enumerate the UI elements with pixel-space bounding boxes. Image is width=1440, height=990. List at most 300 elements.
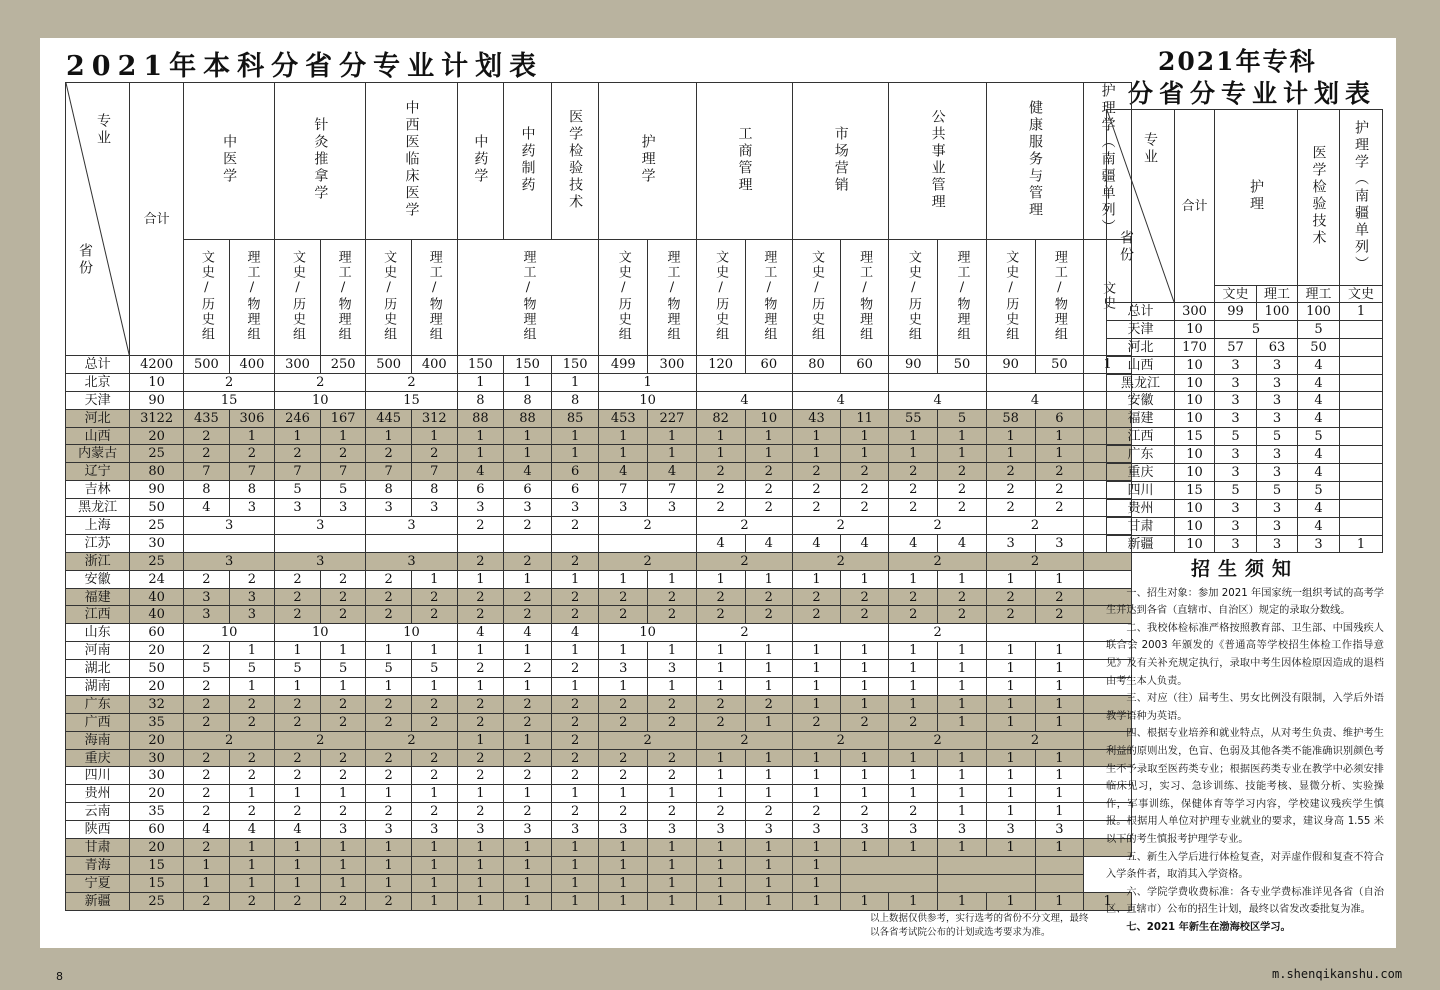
value-cell [366,534,457,552]
value-cell: 2 [648,695,697,713]
value-cell: 3 [1215,499,1257,517]
value-cell: 1 [411,570,457,588]
province-cell: 青海 [66,856,130,874]
value-cell: 3 [648,660,697,678]
value-cell: 1 [889,749,938,767]
value-cell: 2 [745,588,793,606]
table-row [66,606,1132,624]
value-cell: 5 [1298,320,1340,338]
value-cell: 3 [184,588,230,606]
value-cell: 2 [696,713,745,731]
corner-top-label: 专业 [95,113,111,147]
value-cell: 10 [1175,356,1215,374]
value-cell: 2 [504,803,552,821]
major-name: 中医学 [221,134,238,185]
value-cell: 1 [366,678,412,696]
value-cell: 2 [938,463,987,481]
notice-item: 五、新生入学后进行体检复查，对弄虚作假和复查不符合入学条件者，取消其入学资格。 [1106,851,1384,881]
table-row [66,785,1132,803]
value-cell: 2 [229,892,275,910]
table-row [1107,499,1383,517]
value-cell: 2 [1035,588,1084,606]
value-cell: 1 [745,856,793,874]
subgroup-label: 文史/历史组 [905,250,921,342]
value-cell: 1 [457,731,504,749]
province-cell: 上海 [66,517,130,535]
province-cell: 黑龙江 [1107,374,1175,392]
value-cell: 2 [696,606,745,624]
data-footnote: 以上数据仅供参考，实行选考的省份不分文理，最终以各省考试院公布的计划或选考要求为准。 [870,913,1089,938]
subgroup-label: 理工/物理组 [520,250,536,342]
value-cell: 50 [130,660,184,678]
value-cell: 2 [793,463,841,481]
table-row [66,624,1132,642]
corner-bottom-label: 省份 [1118,230,1134,264]
value-cell [1340,446,1383,464]
value-cell: 20 [130,785,184,803]
value-cell: 2 [184,570,230,588]
value-cell: 1 [1035,427,1084,445]
value-cell: 1 [840,642,889,660]
value-cell: 2 [840,481,889,499]
value-cell: 25 [130,445,184,463]
value-cell: 1 [648,856,697,874]
value-cell: 2 [184,445,230,463]
value-cell: 2 [184,427,230,445]
value-cell: 1 [504,445,552,463]
value-cell: 1 [599,874,648,892]
value-cell: 60 [840,356,889,374]
value-cell: 5 [1215,320,1298,338]
value-cell: 5 [320,660,366,678]
value-cell: 4 [184,821,230,839]
subgroup-header [696,240,745,356]
subgroup-header [938,240,987,356]
value-cell: 2 [229,713,275,731]
value-cell: 1 [366,874,412,892]
value-cell: 2 [504,552,552,570]
value-cell: 300 [275,356,321,374]
value-cell: 2 [696,552,792,570]
value-cell: 8 [457,391,504,409]
province-cell: 山东 [66,624,130,642]
subgroup-header [745,240,793,356]
value-cell: 1 [840,749,889,767]
value-cell: 1 [504,373,552,391]
value-cell: 2 [889,713,938,731]
value-cell: 2 [696,517,792,535]
value-cell: 1 [366,642,412,660]
value-cell: 1 [840,678,889,696]
value-cell: 1 [411,678,457,696]
value-cell: 1 [551,445,599,463]
province-cell: 天津 [66,391,130,409]
value-cell: 2 [793,713,841,731]
value-cell: 8 [504,391,552,409]
value-cell: 1 [889,570,938,588]
value-cell: 2 [320,570,366,588]
value-cell: 400 [411,356,457,374]
value-cell: 1 [504,892,552,910]
subgroup-header [793,240,841,356]
value-cell: 3 [1257,446,1298,464]
value-cell: 3 [275,499,321,517]
value-cell: 4 [551,624,599,642]
value-cell: 63 [1257,338,1298,356]
value-cell: 1 [275,427,321,445]
table-row [1107,481,1383,499]
value-cell: 80 [793,356,841,374]
value-cell [986,373,1083,391]
value-cell: 1 [889,839,938,857]
value-cell: 4 [986,391,1083,409]
value-cell: 4 [1298,410,1340,428]
value-cell: 2 [366,570,412,588]
table-row [66,695,1132,713]
value-cell [1340,517,1383,535]
value-cell: 1 [986,767,1035,785]
value-cell: 1 [320,678,366,696]
value-cell: 1 [793,445,841,463]
value-cell: 2 [745,481,793,499]
value-cell: 58 [986,409,1035,427]
notice-item: 七、2021 年新生在渤海校区学习。 [1126,921,1291,933]
value-cell: 2 [184,892,230,910]
value-cell: 2 [366,892,412,910]
value-cell: 2 [551,695,599,713]
value-cell: 2 [1035,606,1084,624]
value-cell: 2 [184,749,230,767]
value-cell: 400 [229,356,275,374]
value-cell: 1 [938,427,987,445]
value-cell: 2 [889,803,938,821]
value-cell: 10 [599,624,696,642]
value-cell: 1 [551,892,599,910]
value-cell: 7 [599,481,648,499]
value-cell: 2 [411,445,457,463]
value-cell: 2 [551,803,599,821]
value-cell: 2 [457,517,504,535]
value-cell: 4 [889,534,938,552]
value-cell: 30 [130,749,184,767]
value-cell [551,534,599,552]
value-cell: 1 [889,678,938,696]
value-cell: 2 [1035,463,1084,481]
value-cell: 1 [889,695,938,713]
value-cell: 3 [1257,410,1298,428]
value-cell: 1 [457,445,504,463]
value-cell: 1 [184,856,230,874]
subgroup-header [1035,240,1084,356]
value-cell: 2 [411,606,457,624]
province-cell: 甘肃 [66,839,130,857]
value-cell: 2 [504,606,552,624]
major-header [184,83,275,240]
value-cell: 2 [320,767,366,785]
value-cell: 2 [551,731,599,749]
value-cell: 1 [457,678,504,696]
table-row [66,821,1132,839]
value-cell: 1 [1035,660,1084,678]
value-cell: 1 [229,642,275,660]
value-cell: 250 [320,356,366,374]
value-cell: 2 [599,517,696,535]
value-cell: 2 [184,767,230,785]
value-cell: 1 [648,642,697,660]
value-cell: 2 [793,481,841,499]
value-cell: 2 [793,588,841,606]
value-cell: 2 [889,624,986,642]
value-cell [1340,374,1383,392]
value-cell: 1 [696,678,745,696]
corner-bottom-label: 省份 [77,243,93,277]
value-cell: 1 [889,642,938,660]
subgroup-label: 理工/物理组 [1051,250,1067,342]
subgroup-label: 理工/物理组 [244,250,260,342]
value-cell [840,856,937,874]
value-cell: 2 [889,463,938,481]
notice-item: 二、我校体检标准严格按照教育部、卫生部、中国残疾人联合会 2003 年颁发的《普通高等学校招生体检工作指导意见》及有关补充规定执行，录取中考生因体检原因造成的退档由考生本人负责。 [1106,622,1384,687]
value-cell: 2 [889,481,938,499]
value-cell: 2 [184,678,230,696]
subgroup-label: 理工/物理组 [426,250,442,342]
value-cell: 1 [889,892,938,910]
value-cell: 2 [275,767,321,785]
value-cell [889,373,986,391]
value-cell: 3 [599,660,648,678]
value-cell: 1 [648,427,697,445]
corner-header [66,83,130,356]
value-cell: 2 [986,552,1083,570]
value-cell: 3 [1257,374,1298,392]
value-cell: 10 [1175,517,1215,535]
value-cell: 25 [130,892,184,910]
province-cell: 北京 [66,373,130,391]
value-cell: 2 [551,606,599,624]
value-cell: 1 [320,642,366,660]
value-cell: 3 [411,821,457,839]
province-cell: 浙江 [66,552,130,570]
value-cell: 88 [457,409,504,427]
value-cell: 30 [130,767,184,785]
value-cell: 170 [1175,338,1215,356]
value-cell: 1 [793,839,841,857]
value-cell: 4 [889,391,986,409]
value-cell: 1 [840,892,889,910]
value-cell: 1 [648,570,697,588]
subgroup-label: 文史/历史组 [615,250,631,342]
value-cell: 300 [1175,303,1215,321]
subgroup-header [275,240,321,356]
value-cell: 1 [1035,695,1084,713]
value-cell: 1 [648,892,697,910]
value-cell: 2 [938,499,987,517]
value-cell: 3 [1215,446,1257,464]
province-cell: 内蒙古 [66,445,130,463]
value-cell [1340,338,1383,356]
value-cell: 3 [986,821,1035,839]
value-cell: 3 [648,499,697,517]
subgroup-label: 文史/历史组 [290,250,306,342]
value-cell: 2 [229,445,275,463]
value-cell: 15 [130,856,184,874]
value-cell: 3 [745,821,793,839]
value-cell: 1 [793,642,841,660]
value-cell: 3 [229,606,275,624]
value-cell: 1 [275,678,321,696]
value-cell: 2 [504,660,552,678]
value-cell: 1 [793,695,841,713]
value-cell: 1 [938,749,987,767]
value-cell: 1 [648,678,697,696]
value-cell: 2 [366,588,412,606]
value-cell: 2 [184,803,230,821]
value-cell: 20 [130,642,184,660]
value-cell: 4 [1298,517,1340,535]
subgroup-label: 文史 [1100,281,1116,311]
value-cell: 1 [320,785,366,803]
subgroup-header: 理工 [1257,286,1298,303]
value-cell [1340,499,1383,517]
value-cell: 1 [504,678,552,696]
value-cell: 1 [551,839,599,857]
notice-item: 三、对应（往）届考生、男女比例没有限制，入学后外语教学语种为英语。 [1106,693,1384,722]
value-cell: 90 [130,391,184,409]
value-cell: 2 [696,624,792,642]
value-cell: 2 [366,731,457,749]
value-cell: 3 [1298,535,1340,553]
value-cell: 1 [745,785,793,803]
value-cell: 2 [275,695,321,713]
value-cell: 1 [229,785,275,803]
value-cell: 1 [1035,892,1084,910]
value-cell: 1 [504,642,552,660]
value-cell: 2 [366,606,412,624]
value-cell: 1 [320,856,366,874]
value-cell: 453 [599,409,648,427]
value-cell: 167 [320,409,366,427]
value-cell: 4 [696,391,792,409]
value-cell: 1 [986,445,1035,463]
table-row [66,445,1132,463]
value-cell: 1 [938,713,987,731]
subgroup-label: 理工/物理组 [664,250,680,342]
value-cell: 1 [793,856,841,874]
value-cell: 1 [938,678,987,696]
value-cell: 8 [184,481,230,499]
value-cell: 2 [1035,481,1084,499]
value-cell: 3 [1035,534,1084,552]
notice-item: 一、招生对象：参加 2021 年国家统一组织考试的高考学生并达到各省（直辖市、自治区）规定的录取分数线。 [1106,587,1384,617]
value-cell: 2 [320,803,366,821]
subgroup-header [184,240,230,356]
value-cell: 1 [986,427,1035,445]
corner-header [1107,110,1175,303]
value-cell: 2 [184,642,230,660]
value-cell: 2 [320,749,366,767]
value-cell: 1 [599,892,648,910]
table-row [66,463,1132,481]
value-cell: 2 [793,606,841,624]
value-cell: 5 [1257,428,1298,446]
value-cell: 1 [504,785,552,803]
value-cell: 2 [366,713,412,731]
value-cell: 3 [229,499,275,517]
value-cell: 500 [366,356,412,374]
value-cell [1340,428,1383,446]
value-cell: 90 [889,356,938,374]
value-cell: 3 [229,588,275,606]
value-cell: 10 [1175,464,1215,482]
value-cell: 1 [696,767,745,785]
province-cell: 广东 [66,695,130,713]
value-cell: 2 [275,588,321,606]
value-cell: 5 [320,481,366,499]
notice-item: 六、学院学费收费标准：各专业学费标准详见各省（自治区、直辖市）公布的招生计划，最终以省发改委批复为准。 [1106,886,1384,916]
value-cell: 3 [696,821,745,839]
value-cell: 3 [1215,392,1257,410]
value-cell: 2 [320,713,366,731]
value-cell: 2 [648,588,697,606]
value-cell: 1 [840,660,889,678]
value-cell: 10 [1175,410,1215,428]
value-cell: 1 [889,427,938,445]
value-cell: 4 [1298,374,1340,392]
value-cell: 3 [1257,499,1298,517]
value-cell: 1 [793,892,841,910]
table-row [66,767,1132,785]
value-cell [840,874,937,892]
value-cell: 1 [986,713,1035,731]
table-row [1107,320,1383,338]
value-cell: 2 [275,803,321,821]
value-cell: 2 [889,499,938,517]
value-cell: 2 [986,499,1035,517]
table-row [66,678,1132,696]
value-cell: 2 [745,695,793,713]
value-cell [1340,481,1383,499]
value-cell: 6 [551,463,599,481]
value-cell: 1 [938,642,987,660]
value-cell: 3 [411,499,457,517]
value-cell: 1 [366,856,412,874]
value-cell: 4 [648,463,697,481]
value-cell: 2 [504,713,552,731]
value-cell: 35 [130,713,184,731]
value-cell: 1 [745,660,793,678]
value-cell: 25 [130,552,184,570]
value-cell: 2 [745,463,793,481]
province-cell: 河南 [66,642,130,660]
value-cell: 1 [599,678,648,696]
value-cell: 1 [938,445,987,463]
value-cell: 2 [648,803,697,821]
value-cell: 1 [275,785,321,803]
value-cell: 1 [504,874,552,892]
value-cell: 2 [840,803,889,821]
major-name: 中药制药 [519,125,536,194]
value-cell: 20 [130,427,184,445]
value-cell: 4 [1298,446,1340,464]
site-watermark: m.shenqikanshu.com [1272,967,1403,981]
major-header [793,83,889,240]
total-header: 合计 [130,83,184,356]
value-cell: 3 [1035,821,1084,839]
table-row [1107,356,1383,374]
value-cell: 1 [986,785,1035,803]
value-cell: 57 [1215,338,1257,356]
table-row [1107,464,1383,482]
